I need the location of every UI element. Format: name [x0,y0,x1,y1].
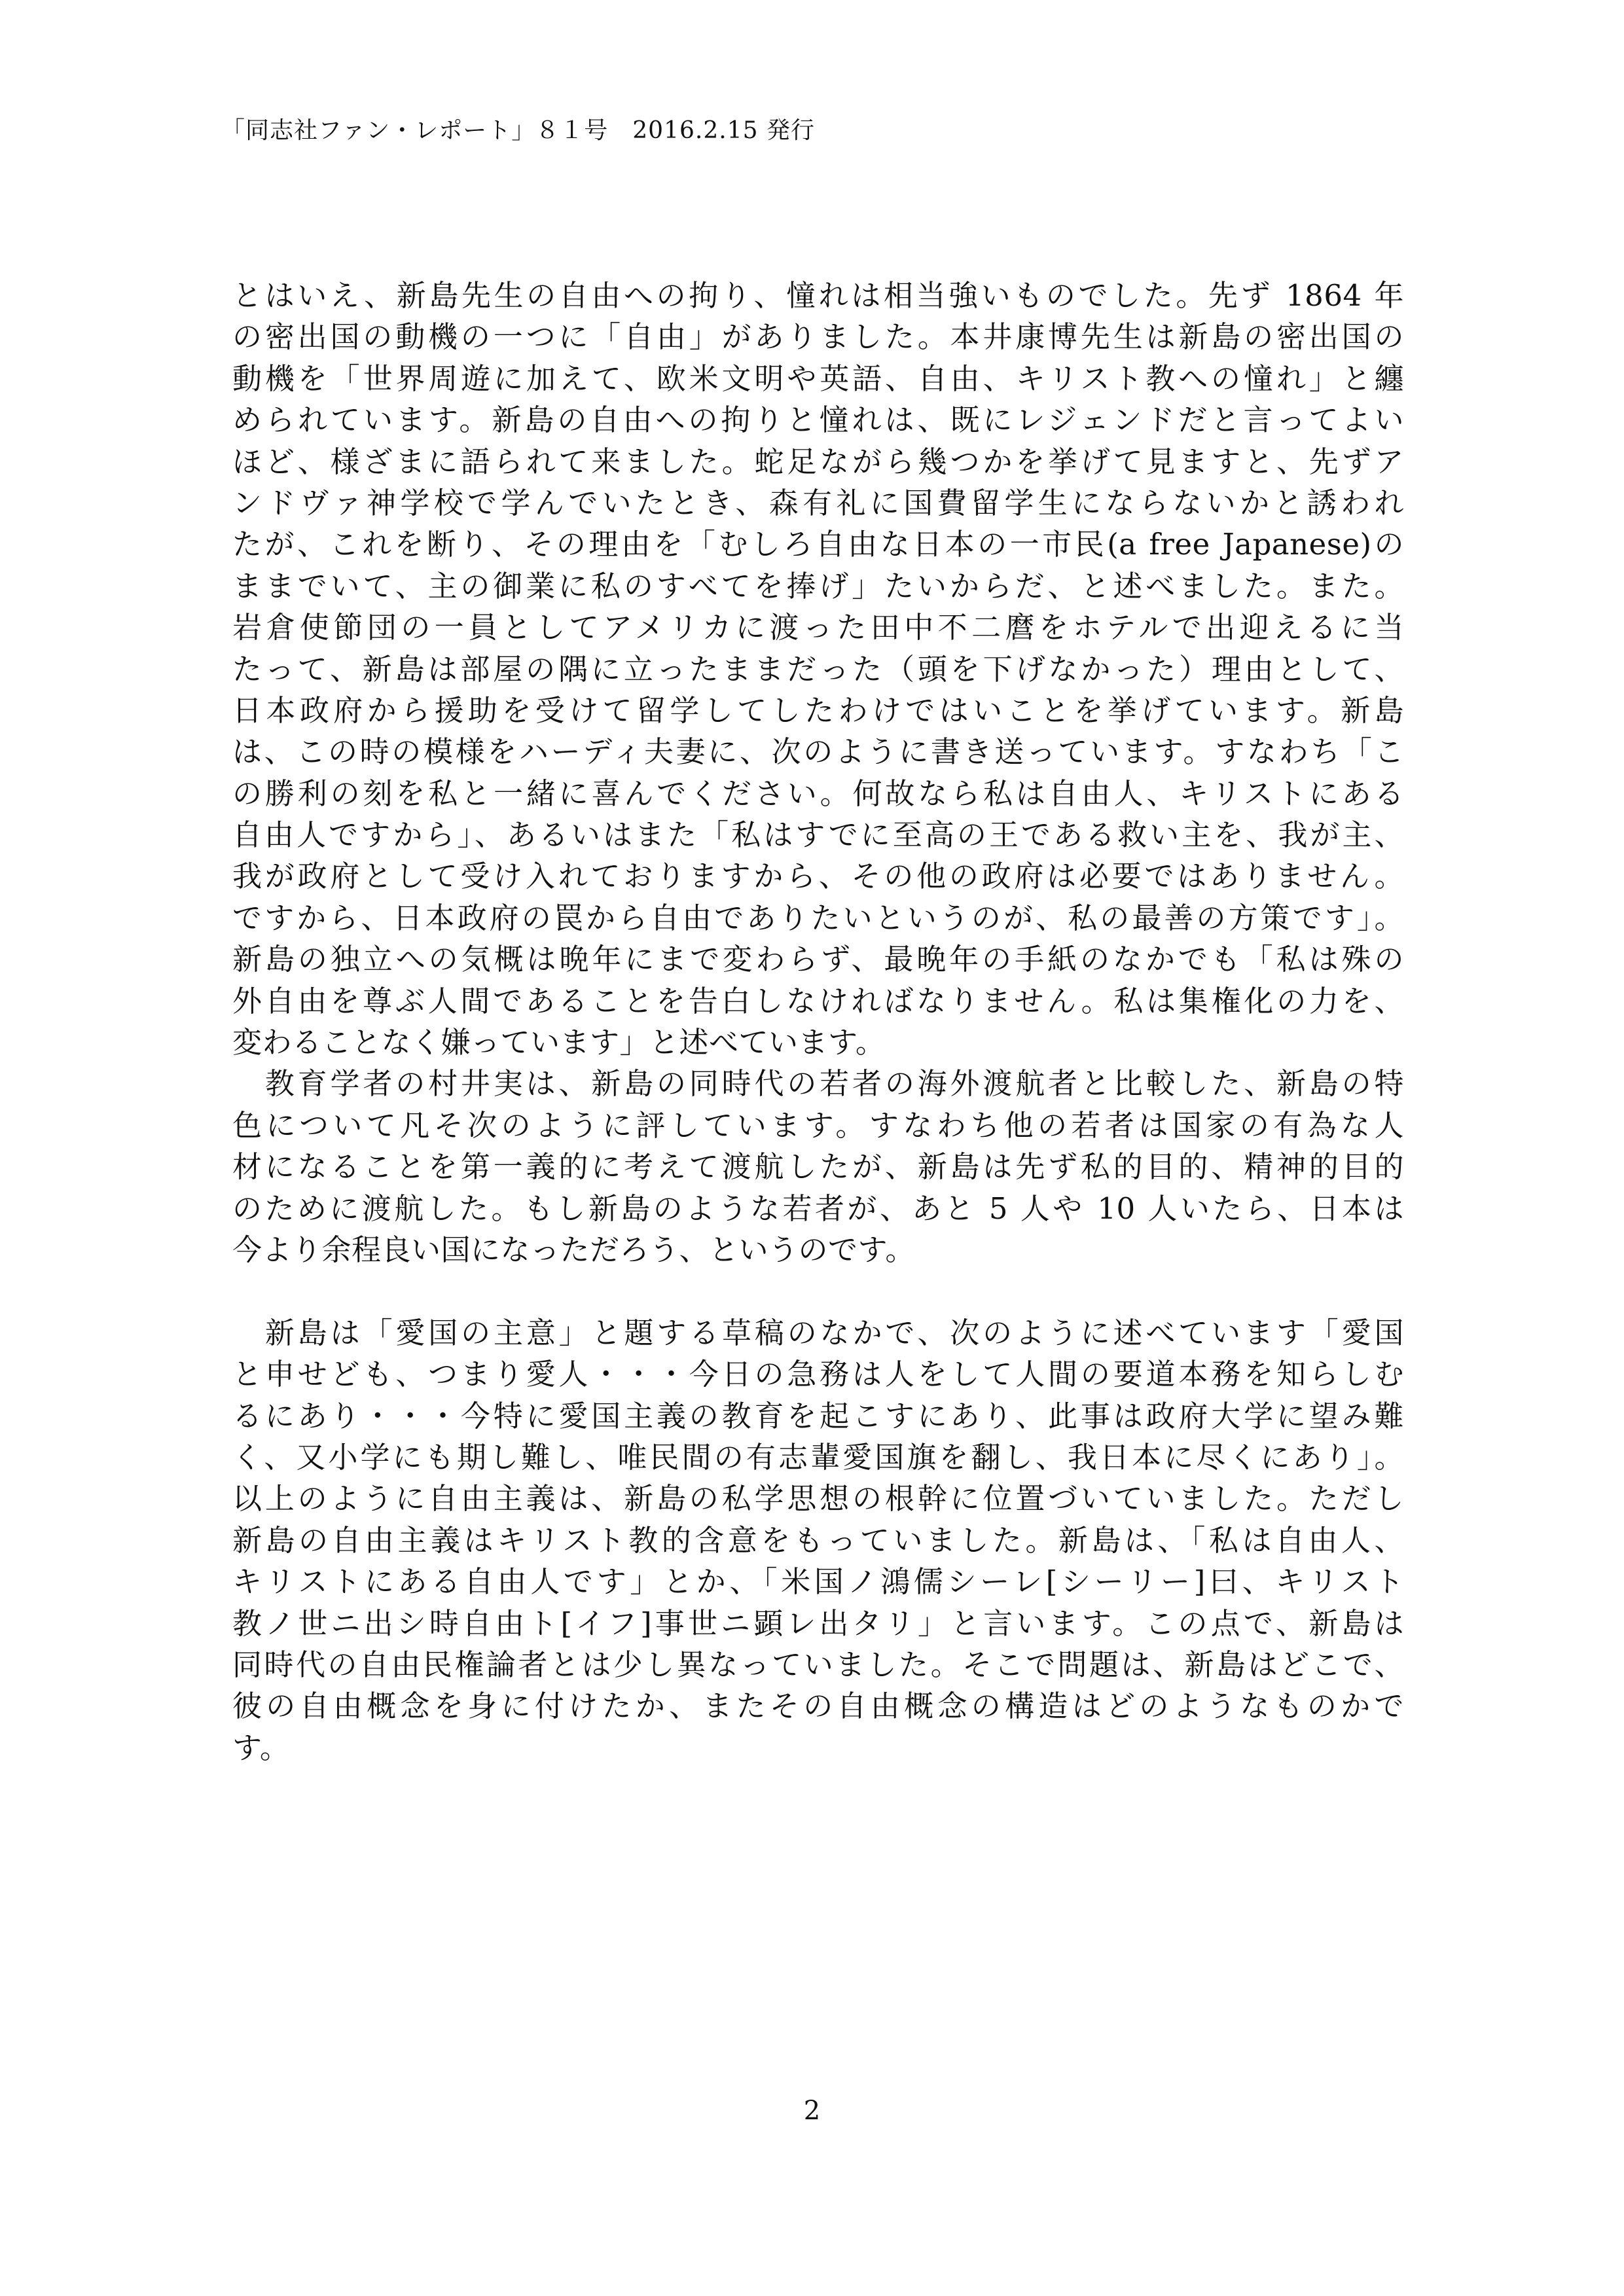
document-body [232,275,1404,1768]
text-line: 動機を「世界周遊に加えて、欧米文明や英語、自由、キリスト教への憧れ」と纏 [232,361,1404,396]
text-line: 新島の独立への気概は晩年にまで変わらず、最晩年の手紙のなかでも「私は殊の [232,942,1404,977]
text-line: は、この時の模様をハーディ夫妻に、次のように書き送っています。すなわち「こ [232,734,1404,770]
text-line: 自由人ですから」、あるいはまた「私はすでに至高の王である救い主を、我が主、 [232,817,1404,853]
text-line: たが、これを断り、その理由を「むしろ自由な日本の一市民(a free Japanese)の [232,527,1404,562]
text-line: 新島の自由主義はキリスト教的含意をもっていました。新島は、「私は自由人、 [232,1522,1404,1558]
text-line: 今より余程良い国になっただろう、というのです。 [232,1232,915,1267]
text-line: 教ノ世ニ出シ時自由ト[イフ]事世ニ顕レ出タリ」と言います。この点で、新島は [232,1605,1404,1641]
text-line: 彼の自由概念を身に付けたか、またその自由概念の構造はどのようなものかで [232,1689,1404,1724]
text-line: 変わることなく嫌っています」と述べています。 [232,1025,886,1060]
text-line: 岩倉使節団の一員としてアメリカに渡った田中不二麿をホテルで出迎えるに当 [232,610,1404,645]
paragraph-3 [232,1312,1404,1768]
blank-line [232,1270,1404,1312]
text-line: 日本政府から援助を受けて留学してしたわけではいことを挙げています。新島 [232,692,1404,728]
text-line: のために渡航した。もし新島のような若者が、あと 5 人や 10 人いたら、日本は [232,1191,1404,1226]
text-line: ンドヴァ神学校で学んでいたとき、森有礼に国費留学生にならないかと誘われ [232,485,1404,520]
paragraph-2 [232,1063,1404,1270]
text-line: ですから、日本政府の罠から自由でありたいというのが、私の最善の方策です」。 [232,900,1404,935]
text-line: く、又小学にも期し難し、唯民間の有志輩愛国旗を翻し、我日本に尽くにあり」。 [232,1439,1404,1475]
text-line: 新島は「愛国の主意」と題する草稿のなかで、次のように述べています「愛国 [232,1315,1404,1350]
text-line: の勝利の刻を私と一緒に喜んでください。何故なら私は自由人、キリストにある [232,776,1404,811]
text-line: るにあり・・・今特に愛国主義の教育を起こすにあり、此事は政府大学に望み難 [232,1398,1404,1433]
text-line: 材になることを第一義的に考えて渡航したが、新島は先ず私的目的、精神的目的 [232,1149,1404,1185]
text-line: たって、新島は部屋の隅に立ったままだった（頭を下げなかった）理由として、 [232,651,1404,687]
text-line: 以上のように自由主義は、新島の私学思想の根幹に位置づいていました。ただし [232,1481,1404,1516]
text-line: 色について凡そ次のように評しています。すなわち他の若者は国家の有為な人 [232,1107,1404,1143]
text-line: 我が政府として受け入れておりますから、その他の政府は必要ではありません。 [232,859,1404,894]
text-line: とはいえ、新島先生の自由への拘り、憧れは相当強いものでした。先ず 1864 年 [232,278,1404,313]
text-line: す。 [232,1730,290,1765]
text-line: 教育学者の村井実は、新島の同時代の若者の海外渡航者と比較した、新島の特 [232,1066,1404,1102]
text-line: と申せども、つまり愛人・・・今日の急務は人をして人間の要道本務を知らしむ [232,1357,1404,1392]
text-line: 外自由を尊ぶ人間であることを告白しなければなりません。私は集権化の力を、 [232,983,1404,1018]
text-line: ほど、様ざまに語られて来ました。蛇足ながら幾つかを挙げて見ますと、先ずア [232,444,1404,479]
page-number: 2 [803,2096,821,2126]
text-line: の密出国の動機の一つに「自由」がありました。本井康博先生は新島の密出国の [232,319,1404,355]
text-line: 同時代の自由民権論者とは少し異なっていました。そこで問題は、新島はどこで、 [232,1647,1404,1682]
document-header: 「同志社ファン・レポート」８１号 2016.2.15 発行 [221,117,815,144]
text-line: ままでいて、主の御業に私のすべてを捧げ」たいからだ、と述べました。また。 [232,568,1404,603]
text-line: キリストにある自由人です」とか、「米国ノ鴻儒シーレ[シーリー]曰、キリスト [232,1564,1404,1600]
text-line: められています。新島の自由への拘りと憧れは、既にレジェンドだと言ってよい [232,403,1404,438]
paragraph-1 [232,275,1404,1063]
